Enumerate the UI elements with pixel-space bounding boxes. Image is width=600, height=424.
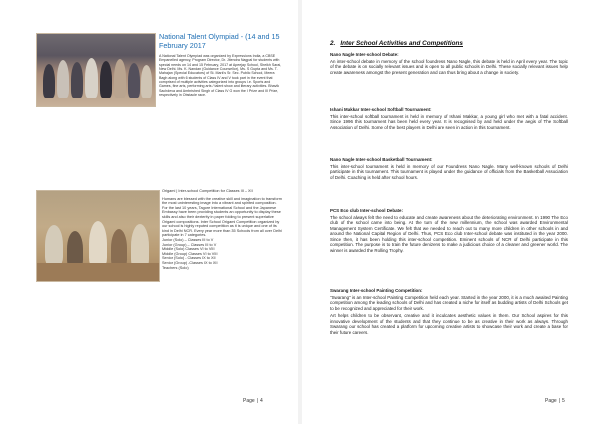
origami-photo [36, 190, 160, 282]
block-softball [330, 107, 568, 132]
olympiad-headline: National Talent Olympiad - (14 and 15 February 2017 [159, 32, 280, 50]
block-paragraph: "Swarang" is an Inter-school Painting Competition held each year. Started in the year 2000, it is a much awaited Painting competition among the leading schools of Delhi and has created a niche for itself as budding artists of Delhi Schools get to be recognized and appreciated for their work. [330, 294, 568, 311]
block-paragraph: This inter-school tournament is held in memory of our Foundress Nano Nagle. Many well-known schools of Delhi participate in this tournament. This tournament is played under the guidance of officials from the Basketball Association of Delhi. Coaching is held after school hours. [330, 163, 568, 180]
block-basketball [330, 157, 568, 182]
page-num: 4 [260, 398, 263, 404]
category-list [162, 238, 282, 270]
category-item: Junior (Group) – Classes III to V [162, 242, 217, 247]
block-heading: PCS Eco club Inter-school Debate: [330, 208, 403, 213]
page-divider: | [256, 398, 258, 404]
page-word: Page [545, 398, 557, 404]
block-paragraph: The school always felt the need to educate and create awareness about the deteriorating environment. In 1990 The Eco club of the school came into being. At the turn of the new millennium, the school was awarded Environmental Management System Certificate. We felt that we needed to reach out to many more children in other schools in and around the National Capital Region of Delhi. Thus, PCS Eco club Inter-school debate was instituted in the year 2000. Since then, it has been holding this inter-school competition. Eminent schools of NCR of Delhi participate in this competition. The purpose is to train the future denizens to make a judicious choice of a cleaner and greener world. The winner is awarded the Rolling Trophy. [330, 214, 568, 253]
page-number-left [243, 398, 263, 404]
block-paragraph: Art helps children to be observant, creative and it inculcates aesthetic values in them. Our School aspires for this innovative development of the students and that they continue to be as creative in their work as always. Through Swarang our school has created a platform for upcoming creative artists to showcase their work and create a base for their future careers. [330, 313, 568, 335]
category-item: Senior (Solo) - Classes IX to XII [162, 256, 216, 261]
block-heading: Nano Nagle Inter-school Basketball Tournament: [330, 157, 433, 162]
category-item: Junior (Solo) – Classes III to V [162, 237, 214, 242]
origami-caption: Origami | Inter-school Competition for Classes III – XII [162, 189, 253, 193]
block-swarang [330, 288, 568, 337]
left-page [0, 0, 298, 424]
page-num: 5 [562, 398, 565, 404]
origami-section [162, 189, 282, 270]
block-paragraph: An inter-school debate in memory of the school foundress Nano Nagle, this debate is held in April every year. The topic of the debate is on socially relevant issues and is open to all public schools in Delhi. These socially relevant issues help create awareness amongst the present generation and can thus bring about a change in society. [330, 58, 568, 75]
category-item: Middle (Group) Classes VI to VIII [162, 251, 218, 256]
category-item: Senior (Group) -Classes IX to XII [162, 260, 218, 265]
category-item: Middle (Solo) Classes VI to VIII [162, 247, 215, 252]
category-item: Teachers (Solo) [162, 265, 189, 270]
block-paragraph: This inter-school softball tournament is held in memory of Ishani Makkar, a young girl who met with a fatal accident. Since 1996 this tournament has been held every year. It is recognised by and held under the aegis of The Softball Association of Delhi. Some of the best players in Delhi are seen in action in this tournament. [330, 113, 568, 130]
olympiad-group-photo [36, 33, 156, 107]
block-heading: Swarang Inter-school Painting Competition: [330, 288, 423, 293]
page-number-right [545, 398, 565, 404]
section-number: 2. [330, 40, 336, 47]
block-debate [330, 52, 568, 77]
page-word: Page [243, 398, 255, 404]
block-heading: Nano Nagle Inter-school Debate: [330, 52, 399, 57]
block-heading: Ishani Makkar Inter-school Softball Tournament: [330, 107, 432, 112]
olympiad-text: A National Talent Olympiad was organized by Expressions India, a CBSE Empanelled agency, Program Director, Dr. Jitendra Nagpal for students with special needs on 14 and 15 February, 2017 at Apeejay School, Sheikh Sarai, New Delhi. Ms. K. Nandan (Guidance Counsellor), Ms. S Gupta and Ms. T. Mahajan (Special Educators) of St. Mark's Sr. Sec. Public School, Meera Bagh along with 6 students of Class IV and V took part in the event that comprised of multiple activities categorized into groups i.e. Sports and Games, fine arts, performing arts / talent show and literary activities. Bhavik Sachdeva and Ambrished Singh of Class IV G won the I Prize and III Prize, respectively in Obstacle race. [159, 54, 282, 98]
page-divider: | [558, 398, 560, 404]
section-heading: Inter School Activities and Competitions [340, 40, 463, 47]
block-eco-club [330, 208, 568, 255]
origami-text: Humans are blessed with the creative skill and imagination to transform the most uninteresting image into a vibrant and spirited composition. For the last 10 years, Tagore International School and the Japanese Embassy have been providing students an opportunity to display these skills and also their dexterity in paper folding to present superlative Origami compositions. Inter School Origami Competition organized by our school is highly reputed competition as it is unique and one of its kind in Delhi NCR. Every year more than 35 Schools from all over Delhi participate in 7 categories. [162, 196, 282, 238]
section-title [330, 40, 463, 47]
